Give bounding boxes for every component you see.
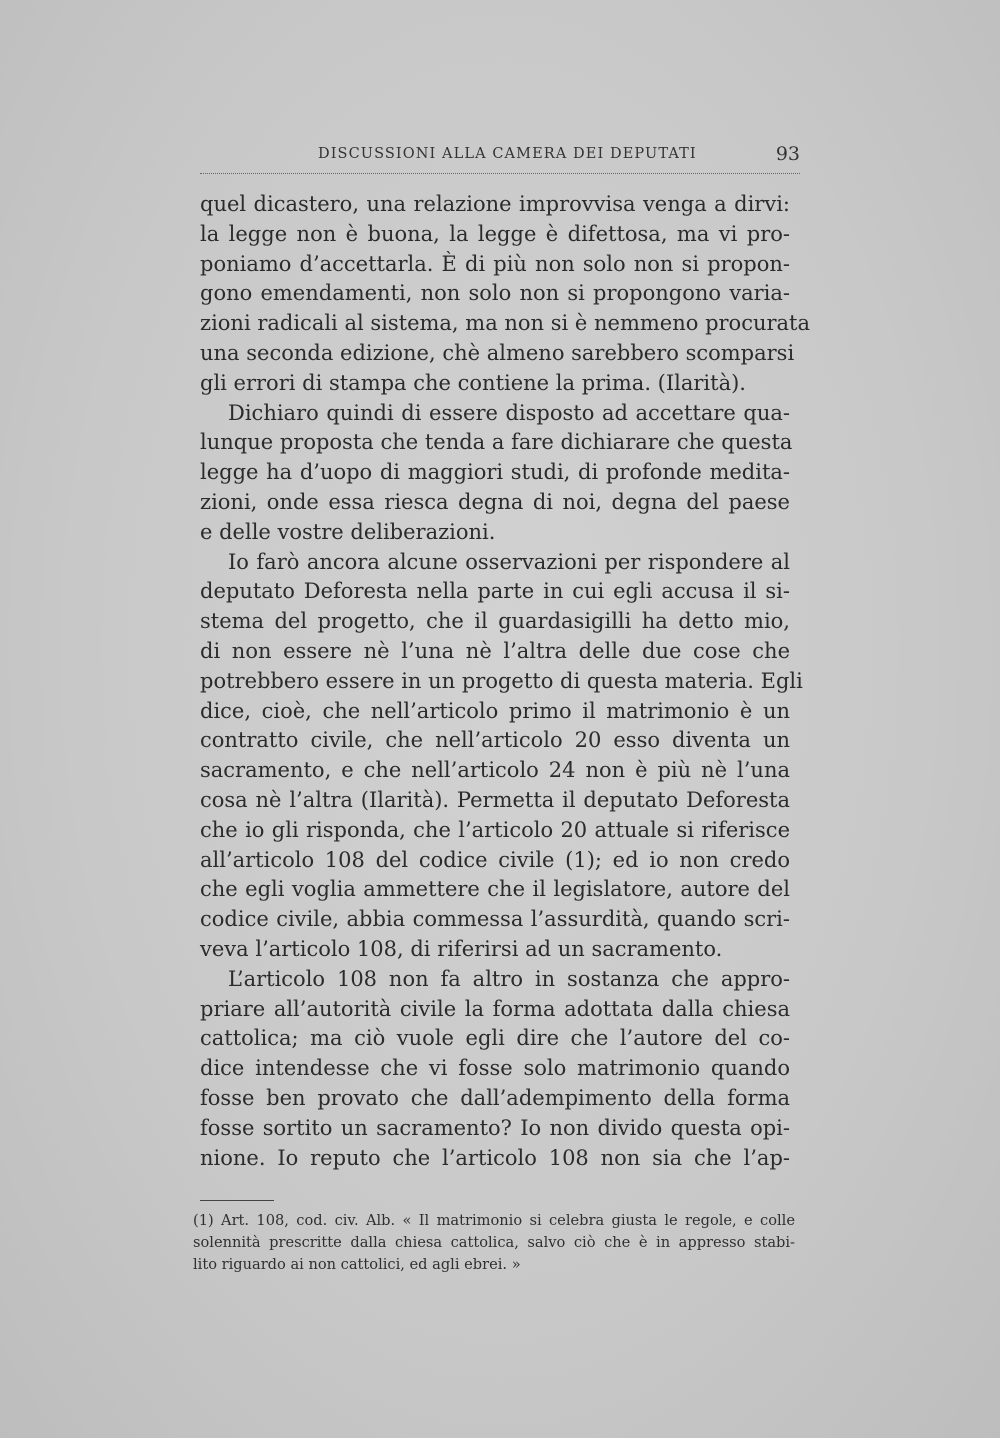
- text-line: e delle vostre deliberazioni.: [200, 519, 496, 544]
- text-line: una seconda edizione, chè almeno sarebbero scomparsi: [200, 340, 795, 365]
- page-number: 93: [775, 143, 800, 165]
- footnote: [193, 1210, 795, 1276]
- text-line: stema del progetto, che il guardasigilli ha detto mio,: [200, 609, 790, 634]
- text-line: cosa nè l’altra (Ilarità). Permetta il deputato Deforesta: [200, 787, 790, 812]
- text-line: dice, cioè, che nell’articolo primo il matrimonio è un: [200, 698, 790, 723]
- footnote-line: (1) Art. 108, cod. civ. Alb. « Il matrimonio si celebra giusta le regole, e colle: [193, 1212, 795, 1229]
- text-line: gono emendamenti, non solo non si propongono varia-: [200, 281, 790, 306]
- body-text: [200, 190, 811, 1173]
- text-line: che io gli risponda, che l’articolo 20 attuale si riferisce: [200, 817, 790, 842]
- text-line: Io farò ancora alcune osservazioni per rispondere al: [228, 549, 790, 574]
- text-line: zioni radicali al sistema, ma non si è nemmeno procurata: [200, 311, 811, 336]
- text-line: fosse sortito un sacramento? Io non divido questa opi-: [200, 1115, 790, 1140]
- text-line: Dichiaro quindi di essere disposto ad accettare qua-: [228, 400, 790, 425]
- running-title: DISCUSSIONI ALLA CAMERA DEI DEPUTATI: [318, 146, 697, 162]
- text-line: cattolica; ma ciò vuole egli dire che l’autore del co-: [200, 1026, 790, 1051]
- header-dotted-rule: [200, 173, 800, 174]
- text-line: deputato Deforesta nella parte in cui egli accusa il si-: [200, 579, 790, 604]
- text-line: gli errori di stampa che contiene la prima. (Ilarità).: [200, 370, 746, 395]
- text-line: nione. Io reputo che l’articolo 108 non sia che l’ap-: [200, 1145, 790, 1170]
- text-line: di non essere nè l’una nè l’altra delle due cose che: [200, 638, 790, 663]
- text-line: veva l’articolo 108, di riferirsi ad un sacramento.: [200, 936, 723, 961]
- text-line: quel dicastero, una relazione improvvisa venga a dirvi:: [200, 192, 790, 216]
- text-line: L’articolo 108 non fa altro in sostanza che appro-: [228, 966, 790, 991]
- text-line: priare all’autorità civile la forma adottata dalla chiesa: [200, 996, 790, 1021]
- footnote-line: lito riguardo ai non cattolici, ed agli ebrei. »: [193, 1256, 521, 1273]
- text-line: che egli voglia ammettere che il legislatore, autore del: [200, 877, 790, 902]
- text-line: all’articolo 108 del codice civile (1); ed io non credo: [200, 847, 790, 872]
- text-line: potrebbero essere in un progetto di questa materia. Egli: [200, 668, 803, 693]
- text-line: sacramento, e che nell’articolo 24 non è più nè l’una: [200, 758, 790, 783]
- text-line: lunque proposta che tenda a fare dichiarare che questa: [200, 430, 793, 455]
- footnote-rule: [200, 1200, 274, 1201]
- text-line: la legge non è buona, la legge è difettosa, ma vi pro-: [200, 221, 790, 246]
- text-line: zioni, onde essa riesca degna di noi, degna del paese: [200, 489, 790, 514]
- text-line: fosse ben provato che dall’adempimento della forma: [200, 1085, 790, 1110]
- footnote-line: solennità prescritte dalla chiesa cattolica, salvo ciò che è in appresso stabi-: [193, 1234, 795, 1251]
- running-head: [200, 143, 800, 168]
- text-line: contratto civile, che nell’articolo 20 esso diventa un: [200, 728, 790, 753]
- text-line: dice intendesse che vi fosse solo matrimonio quando: [200, 1056, 790, 1081]
- text-line: codice civile, abbia commessa l’assurdità, quando scri-: [200, 907, 790, 932]
- text-line: legge ha d’uopo di maggiori studi, di profonde medita-: [200, 460, 790, 485]
- text-line: poniamo d’accettarla. È di più non solo non si propon-: [200, 251, 790, 276]
